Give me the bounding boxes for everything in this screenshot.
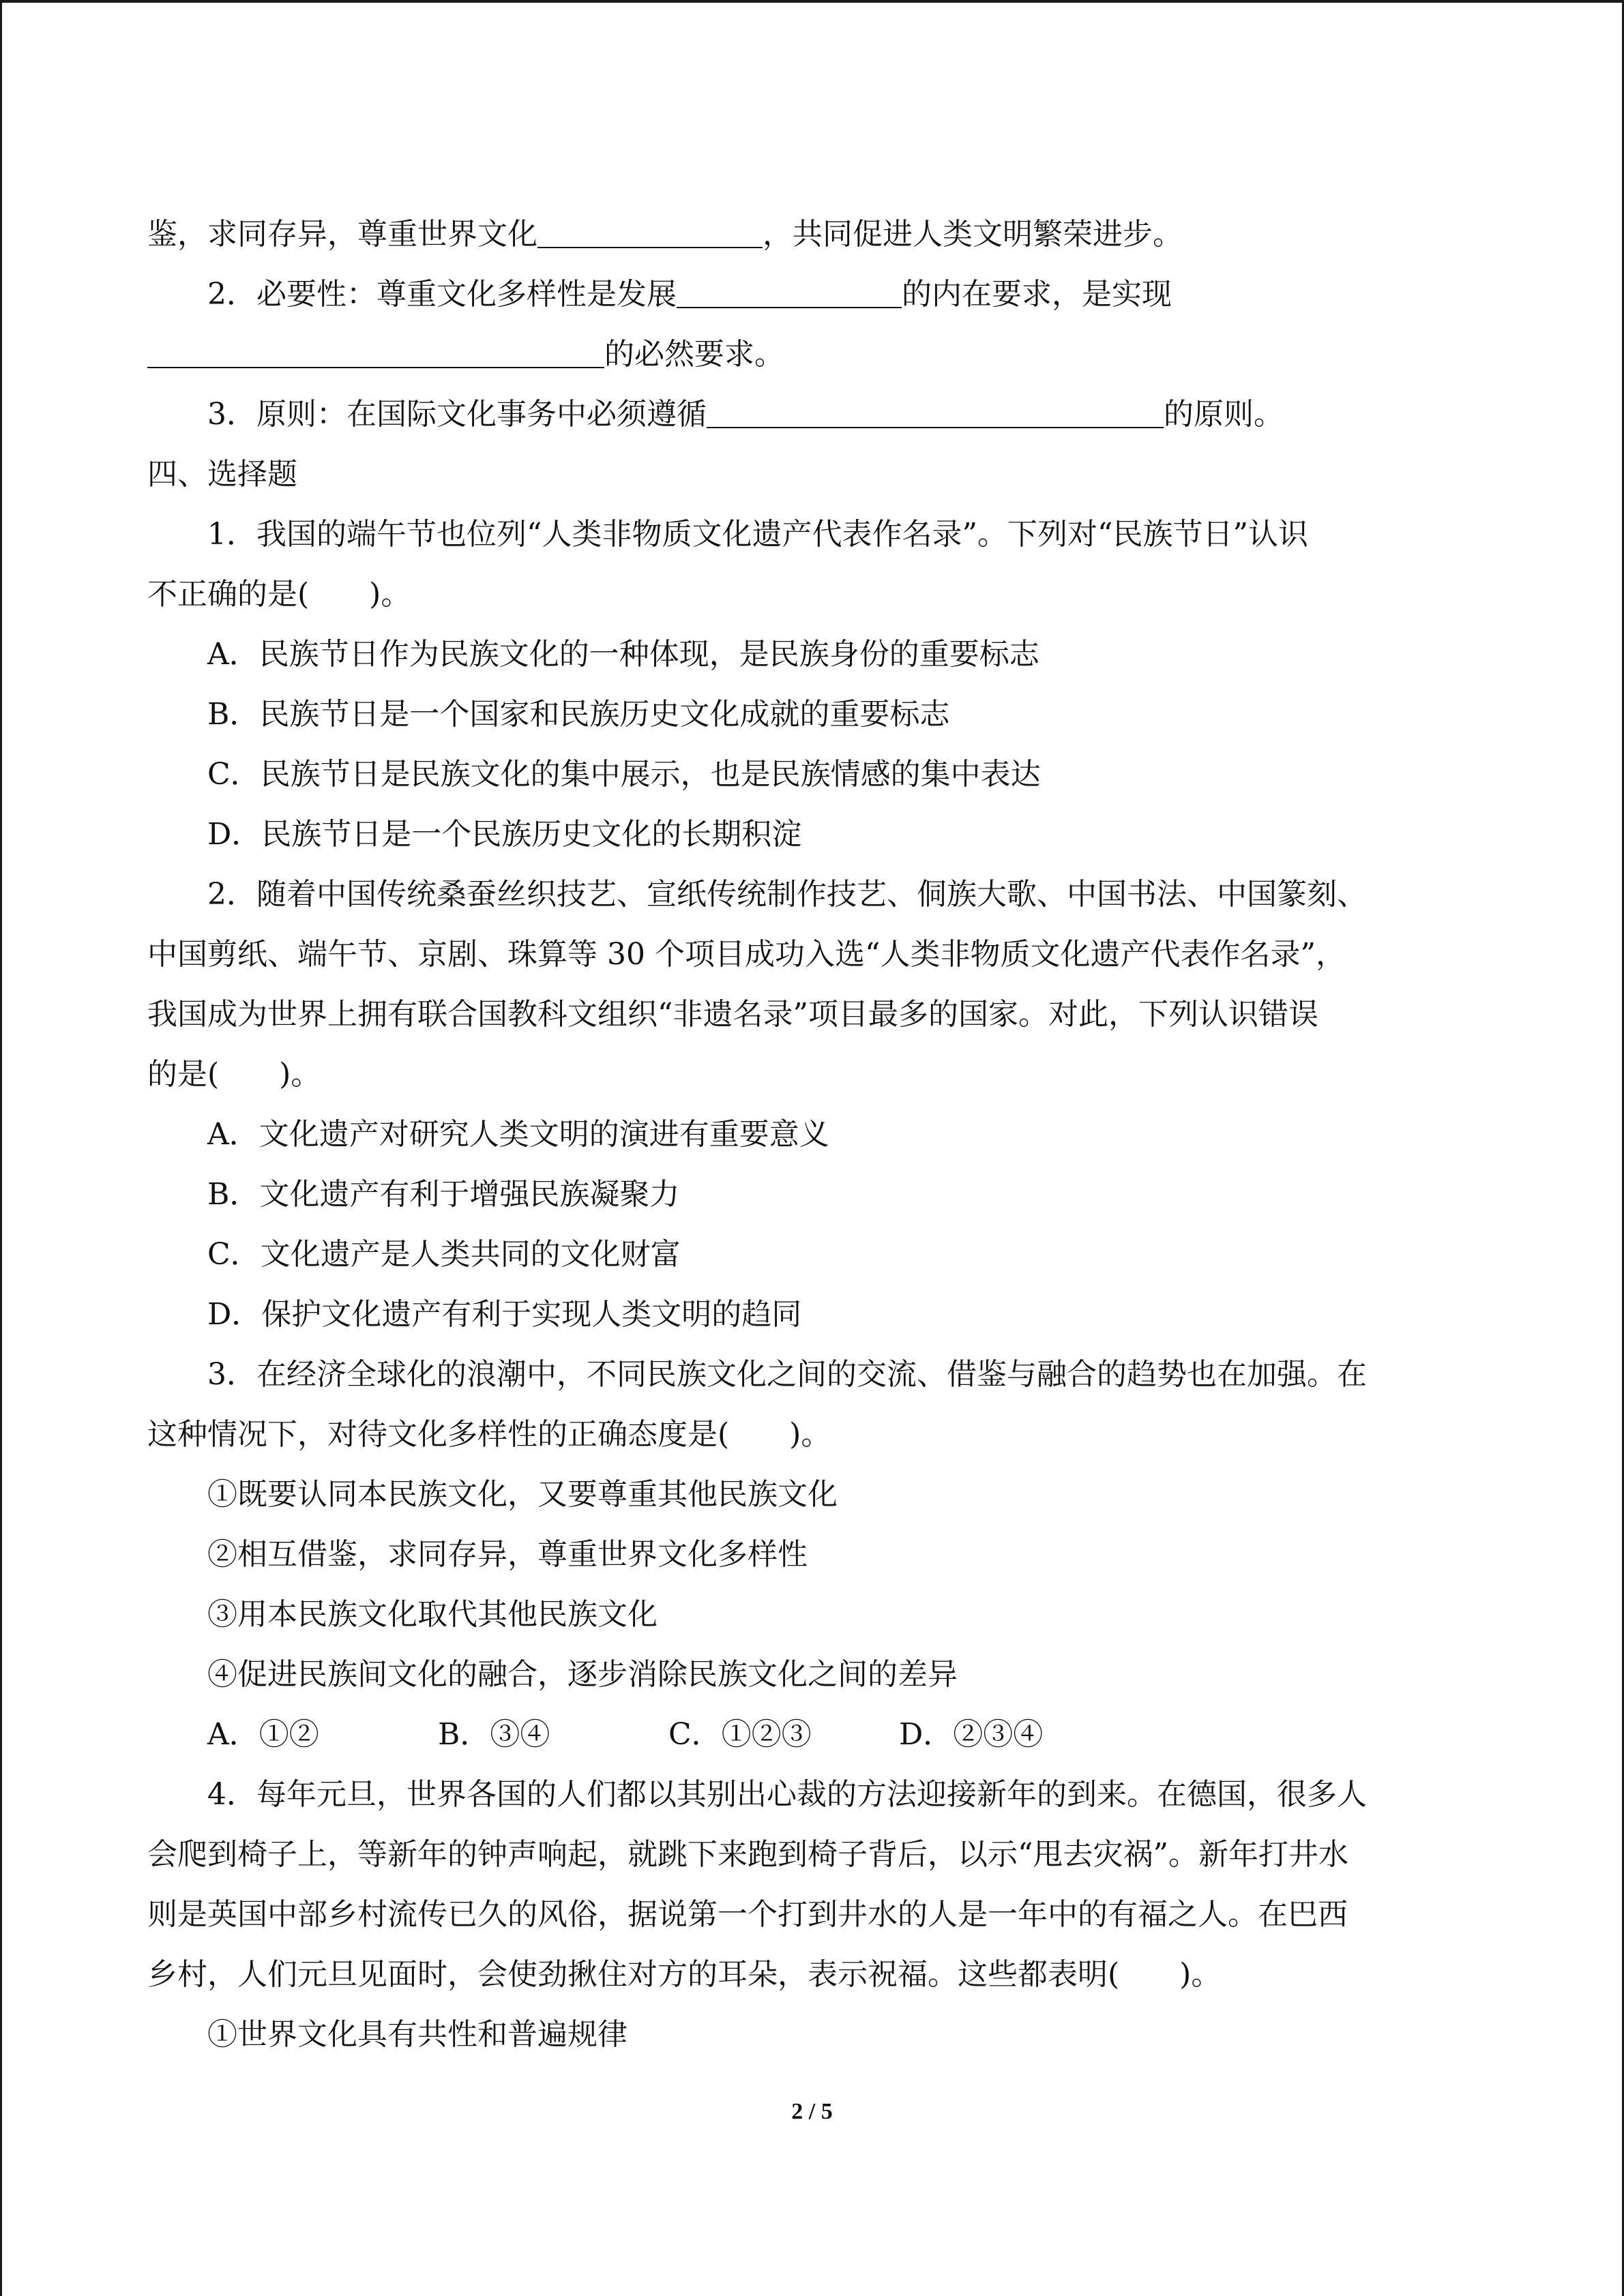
q2-option-c: C．文化遗产是人类共同的文化财富 [207,1237,681,1272]
q3-option-a: A．①② [207,1717,319,1752]
text-segment: 的必然要求。 [604,337,784,372]
q4-stem-line3: 则是英国中部乡村流传已久的风俗，据说第一个打到井水的人是一年中的有福之人。在巴西 [147,1897,1348,1932]
q3-statement-4: ④促进民族间文化的融合，逐步消除民族文化之间的差异 [207,1657,958,1692]
text-segment: 鉴，求同存异，尊重世界文化 [147,217,537,252]
q3-options [147,1705,1477,1765]
q4-stem-line1: 4．每年元旦，世界各国的人们都以其别出心裁的方法迎接新年的到来。在德国，很多人 [207,1777,1367,1812]
q1-option-a: A．民族节日作为民族文化的一种体现，是民族身份的重要标志 [207,637,1039,672]
q2-stem-line2: 中国剪纸、端午节、京剧、珠算等 30 个项目成功入选“人类非物质文化遗产代表作名录”， [147,937,1346,972]
q1-option-b: B．民族节日是一个国家和民族历史文化成就的重要标志 [207,697,950,732]
fill-blank[interactable] [537,220,763,248]
q3-option-c: C．①②③ [668,1717,812,1752]
text-segment: ，共同促进人类文明繁荣进步。 [763,217,1183,252]
page-top-border [0,0,1624,3]
q2-stem-line1: 2．随着中国传统桑蚕丝织技艺、宣纸传统制作技艺、侗族大歌、中国书法、中国篆刻、 [207,877,1367,912]
q3-statement-2: ②相互借鉴，求同存异，尊重世界文化多样性 [207,1537,808,1572]
q2-option-a: A．文化遗产对研究人类文明的演进有重要意义 [207,1117,829,1152]
q2-option-d: D．保护文化遗产有利于实现人类文明的趋同 [207,1297,802,1332]
section4-title: 四、选择题 [147,457,297,492]
q3-statement-3: ③用本民族文化取代其他民族文化 [207,1597,658,1632]
section3-item2 [147,265,1477,325]
fill-blank[interactable] [677,280,902,308]
document-body [147,205,1477,2065]
q3-stem-line1: 3．在经济全球化的浪潮中，不同民族文化之间的交流、借鉴与融合的趋势也在加强。在 [207,1357,1367,1392]
q1-stem-line2: 不正确的是( )。 [147,577,411,612]
page-number: 2 / 5 [791,2099,833,2124]
text-segment: 3．原则：在国际文化事务中必须遵循 [207,397,707,432]
page-left-border [0,0,2,2296]
text-segment: 的内在要求，是实现 [902,277,1172,312]
section3-item3 [147,385,1477,445]
q1-stem-line1: 1．我国的端午节也位列“人类非物质文化遗产代表作名录”。下列对“民族节日”认识 [207,517,1308,552]
section3-item2-cont [147,325,1477,385]
q2-stem-line4: 的是( )。 [147,1057,321,1092]
q4-statement-1: ①世界文化具有共性和普遍规律 [207,2017,628,2052]
q1-option-d: D．民族节日是一个民族历史文化的长期积淀 [207,817,802,852]
text-segment: 的原则。 [1164,397,1284,432]
q3-option-b: B．③④ [438,1717,550,1752]
q1-option-c: C．民族节日是民族文化的集中展示，也是民族情感的集中表达 [207,757,1041,792]
fill-blank[interactable] [707,400,1164,428]
q4-stem-line2: 会爬到椅子上，等新年的钟声响起，就跳下来跑到椅子背后，以示“甩去灾祸”。新年打井水 [147,1837,1348,1872]
q4-stem-line4: 乡村，人们元旦见面时，会使劲揪住对方的耳朵，表示祝福。这些都表明( )。 [147,1957,1222,1992]
q2-option-b: B．文化遗产有利于增强民族凝聚力 [207,1177,680,1212]
q2-stem-line3: 我国成为世界上拥有联合国教科文组织“非遗名录”项目最多的国家。对此，下列认识错误 [147,997,1318,1032]
text-segment: 2．必要性：尊重文化多样性是发展 [207,277,677,312]
q3-option-d: D．②③④ [899,1717,1044,1752]
q3-statement-1: ①既要认同本民族文化，又要尊重其他民族文化 [207,1477,838,1512]
q3-stem-line2: 这种情况下，对待文化多样性的正确态度是( )。 [147,1417,831,1452]
section3-line1 [147,205,1477,265]
fill-blank[interactable] [147,340,604,368]
